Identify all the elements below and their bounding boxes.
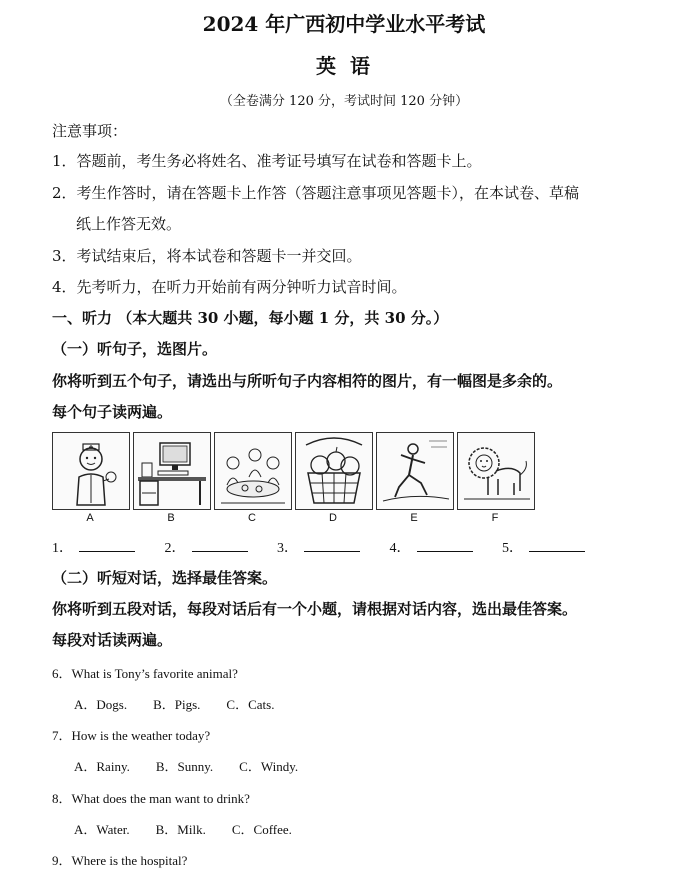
picture-label: A xyxy=(86,512,94,524)
instruction-item: 3．考试结束后，将本试卷和答题卡一并交回。 xyxy=(52,247,362,265)
part1-direction: 每个句子读两遍。 xyxy=(52,403,173,421)
option[interactable]: A．Water. xyxy=(74,822,130,837)
runner-icon xyxy=(377,433,453,509)
picture-label: D xyxy=(329,512,337,524)
section-heading: 一、听力 （本大题共 30 小题，每小题 1 分，共 30 分。） xyxy=(52,309,449,327)
picture-c xyxy=(214,432,292,510)
part2-direction: 你将听到五段对话，每段对话后有一个小题，请根据对话内容，选出最佳答案。 xyxy=(52,600,578,618)
picture-d xyxy=(295,432,373,510)
question-7: 7．How is the weather today? xyxy=(52,728,211,743)
part2-heading: （二）听短对话，选择最佳答案。 xyxy=(52,569,278,587)
picture-a xyxy=(52,432,130,510)
option[interactable]: A．Rainy. xyxy=(74,759,130,774)
instruction-item: 4．先考听力，在听力开始前有两分钟听力试音时间。 xyxy=(52,278,407,296)
option[interactable]: B．Milk. xyxy=(155,822,206,837)
instruction-item: 2．考生作答时，请在答题卡上作答（答题注意事项见答题卡），在本试卷、草稿 xyxy=(52,184,580,202)
option[interactable]: C．Windy. xyxy=(239,759,299,774)
answer-blank[interactable]: 2． xyxy=(165,537,248,557)
part1-direction: 你将听到五个句子，请选出与所听句子内容相符的图片，有一幅图是多余的。 xyxy=(52,372,563,390)
subject-char-1: 英 xyxy=(316,54,338,78)
options-8 xyxy=(74,819,318,838)
picture-label: E xyxy=(410,512,418,524)
option[interactable]: A．Dogs. xyxy=(74,697,128,712)
computer-desk-icon xyxy=(134,433,210,509)
part1-heading: （一）听句子，选图片。 xyxy=(52,340,218,358)
exam-title: 2024 年广西初中学业水平考试 xyxy=(202,12,486,36)
option[interactable]: C．Coffee. xyxy=(231,822,292,837)
picture-b xyxy=(133,432,211,510)
options-6 xyxy=(74,694,300,713)
answer-blank[interactable]: 3． xyxy=(277,537,360,557)
answer-blank[interactable]: 1． xyxy=(52,537,135,557)
picture-f xyxy=(457,432,535,510)
question-9: 9．Where is the hospital? xyxy=(52,853,188,868)
part2-direction: 每段对话读两遍。 xyxy=(52,631,173,649)
doctor-icon xyxy=(53,433,129,509)
lion-icon xyxy=(458,433,534,509)
question-6: 6．What is Tony’s favorite animal? xyxy=(52,666,238,681)
exam-note: （全卷满分 120 分，考试时间 120 分钟） xyxy=(219,94,469,109)
picture-label: C xyxy=(248,512,256,524)
instruction-item-continued: 纸上作答无效。 xyxy=(76,215,182,233)
option[interactable]: C．Cats. xyxy=(226,697,275,712)
instructions-heading: 注意事项： xyxy=(52,122,128,140)
options-7 xyxy=(74,756,324,775)
answer-blanks xyxy=(52,537,611,557)
subject-title xyxy=(0,50,688,79)
apple-basket-icon xyxy=(296,433,372,509)
picture-strip xyxy=(52,432,534,526)
picture-e xyxy=(376,432,454,510)
family-meal-icon xyxy=(215,433,291,509)
answer-blank[interactable]: 4． xyxy=(390,537,473,557)
picture-label: B xyxy=(167,512,175,524)
option[interactable]: B．Sunny. xyxy=(155,759,214,774)
instruction-item: 1．答题前，考生务必将姓名、准考证号填写在试卷和答题卡上。 xyxy=(52,152,482,170)
question-8: 8．What does the man want to drink? xyxy=(52,791,250,806)
subject-char-2: 语 xyxy=(350,54,372,78)
picture-label: F xyxy=(491,512,499,524)
option[interactable]: B．Pigs. xyxy=(153,697,201,712)
answer-blank[interactable]: 5． xyxy=(502,537,585,557)
